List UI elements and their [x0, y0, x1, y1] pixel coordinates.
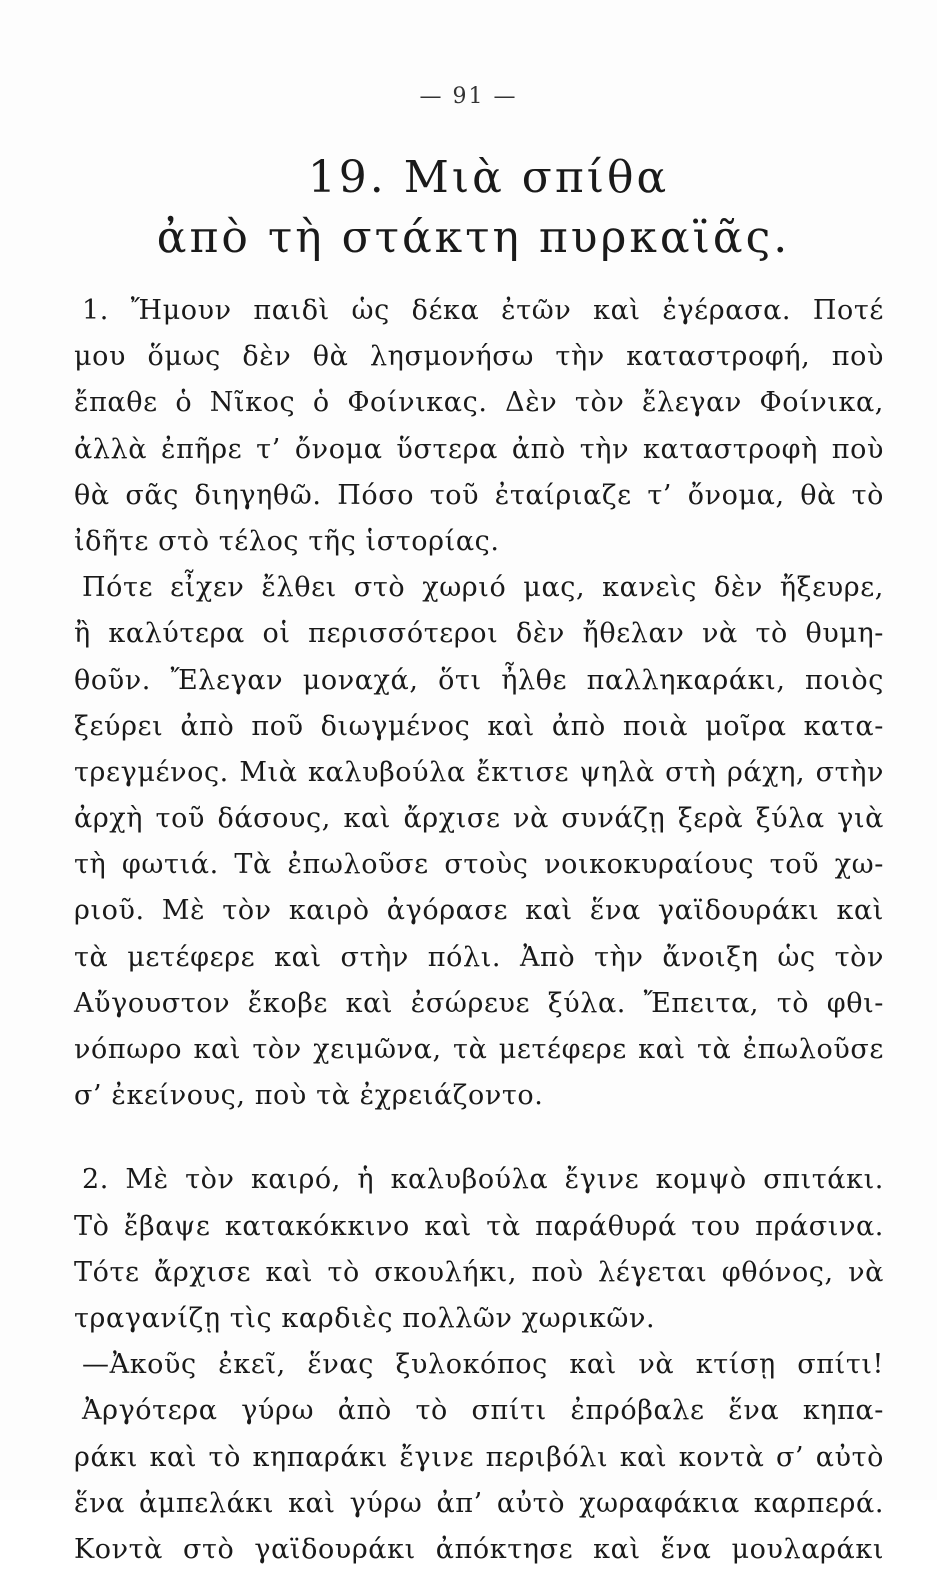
text-line: τὰ μετέφερε καὶ στὴν πόλι. Ἀπὸ τὴν ἄνοιξη ὡς τὸν	[74, 941, 884, 973]
page-number: — 91 —	[419, 84, 518, 109]
text-line: Τὸ ἔβαψε κατακόκκινο καὶ τὰ παράθυρά του πράσινα.	[74, 1210, 884, 1242]
text-line: ἢ καλύτερα οἱ περισσότεροι δὲν ἤθελαν νὰ τὸ θυμη-	[74, 618, 884, 650]
chapter-title-line-2: ἀπὸ τὴ στάκτη πυρκαϊᾶς.	[156, 212, 791, 263]
text-line: ἔπαθε ὁ Νῖκος ὁ Φοίνικας. Δὲν τὸν ἔλεγαν Φοίνικα,	[74, 387, 884, 419]
text-line: 1. Ἤμουν παιδὶ ὡς δέκα ἐτῶν καὶ ἐγέρασα. Ποτέ	[82, 295, 884, 326]
text-line: μου ὅμως δὲν θὰ λησμονήσω τὴν καταστροφή, ποὺ	[74, 341, 884, 373]
text-line: Πότε εἶχεν ἔλθει στὸ χωριό μας, κανεὶς δὲν ἤξευρε,	[82, 572, 884, 604]
text-line: ριοῦ. Μὲ τὸν καιρὸ ἀγόρασε καὶ ἕνα γαϊδουράκι καὶ	[74, 895, 884, 927]
chapter-title-line-1: 19. Μιὰ σπίθα	[307, 152, 670, 203]
section-1	[74, 288, 884, 1119]
text-line: θὰ σᾶς διηγηθῶ. Πόσο τοῦ ἐταίριαζε τ’ ὄνομα, θὰ τὸ	[74, 479, 884, 511]
text-line: Κοντὰ στὸ γαϊδουράκι ἀπόκτησε καὶ ἕνα μουλαράκι	[74, 1533, 884, 1565]
text-line: Αὔγουστον ἔκοβε καὶ ἐσώρευε ξύλα. Ἔπειτα, τὸ φθι-	[74, 987, 884, 1019]
text-line: ράκι καὶ τὸ κηπαράκι ἔγινε περιβόλι καὶ κοντὰ σ’ αὐτὸ	[74, 1441, 884, 1473]
text-line: νόπωρο καὶ τὸν χειμῶνα, τὰ μετέφερε καὶ τὰ ἐπωλοῦσε	[74, 1034, 884, 1065]
text-line: ἀλλὰ ἐπῆρε τ’ ὄνομα ὕστερα ἀπὸ τὴν καταστροφὴ ποὺ	[74, 433, 884, 465]
text-line: τραγανίζῃ τὶς καρδιὲς πολλῶν χωρικῶν.	[74, 1302, 656, 1334]
text-line: 2. Μὲ τὸν καιρό, ἡ καλυβούλα ἔγινε κομψὸ σπιτάκι.	[82, 1164, 884, 1196]
text-line: —Ἀκοῦς ἐκεῖ, ἕνας ξυλοκόπος καὶ νὰ κτίσῃ σπίτι!	[82, 1349, 884, 1381]
text-line: σ’ ἐκείνους, ποὺ τὰ ἐχρειάζοντο.	[74, 1080, 544, 1112]
text-line: τρεγμένος. Μιὰ καλυβούλα ἔκτισε ψηλὰ στὴ ράχη, στὴν	[74, 756, 884, 788]
section-2	[74, 1157, 884, 1573]
text-line: ἕνα ἀμπελάκι καὶ γύρω ἀπ’ αὐτὸ χωραφάκια καρπερά.	[74, 1487, 884, 1519]
text-line: Τότε ἄρχισε καὶ τὸ σκουλήκι, ποὺ λέγεται φθόνος, νὰ	[74, 1256, 884, 1288]
text-line: ἀρχὴ τοῦ δάσους, καὶ ἄρχισε νὰ συνάζῃ ξερὰ ξύλα γιὰ	[74, 803, 884, 835]
text-line: Ἀργότερα γύρω ἀπὸ τὸ σπίτι ἐπρόβαλε ἕνα κηπα-	[82, 1395, 884, 1427]
body-text	[74, 288, 884, 1573]
text-line: θοῦν. Ἔλεγαν μοναχά, ὅτι ἦλθε παλληκαράκι, ποιὸς	[74, 664, 884, 696]
text-line: ξεύρει ἀπὸ ποῦ διωγμένος καὶ ἀπὸ ποιὰ μοῖρα κατα-	[74, 710, 884, 742]
text-line: τὴ φωτιά. Τὰ ἐπωλοῦσε στοὺς νοικοκυραίους τοῦ χω-	[74, 849, 884, 881]
text-line: ἰδῆτε στὸ τέλος τῆς ἱστορίας.	[74, 525, 500, 557]
